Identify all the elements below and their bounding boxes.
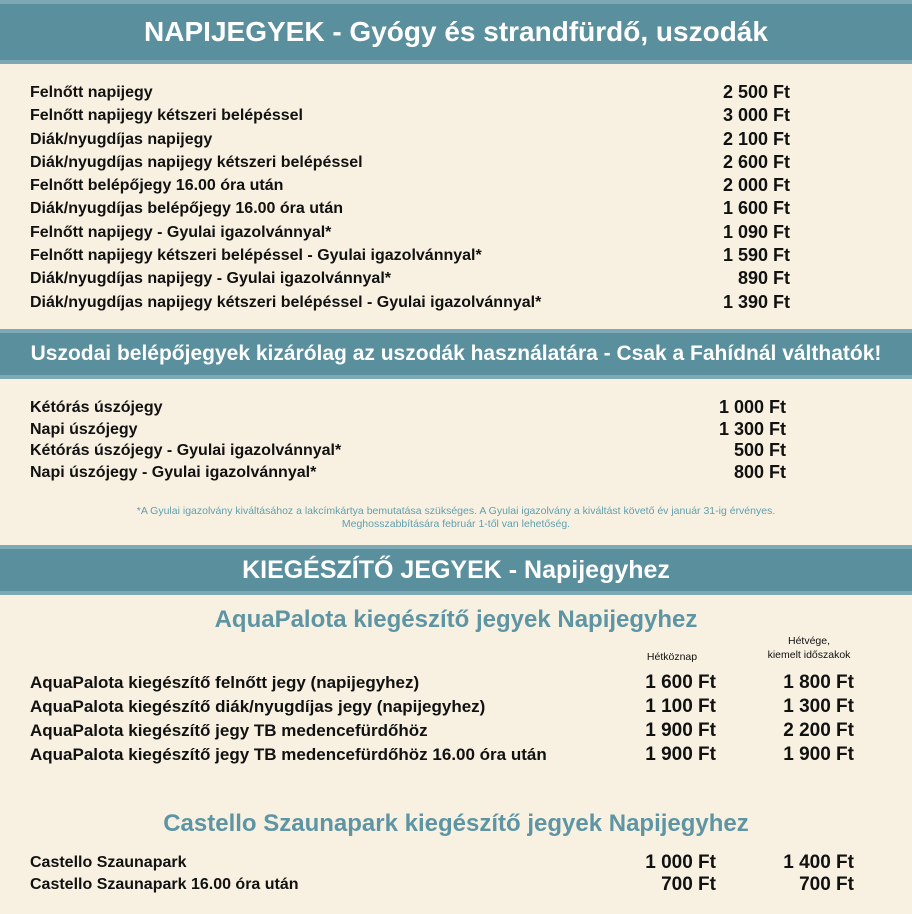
ticket-label: AquaPalota kiegészítő diák/nyugdíjas jegy (napijegyhez) xyxy=(30,697,486,716)
aquapalota-price-list xyxy=(0,671,912,767)
footnote-line-1: *A Gyulai igazolvány kiváltásához a lakcímkártya bemutatása szükséges. A Gyulai igazolvány a kiváltást követő év január 31-ig érvényes. xyxy=(136,505,776,517)
ticket-label: Felnőtt napijegy kétszeri belépéssel xyxy=(30,107,303,125)
price-row xyxy=(0,104,912,127)
ticket-label: Castello Szaunapark xyxy=(30,854,187,871)
ticket-price: 1 390 Ft xyxy=(722,291,790,312)
ticket-price: 1 600 Ft xyxy=(722,198,790,219)
ticket-price: 1 590 Ft xyxy=(722,245,790,266)
weekday-price: 1 900 Ft xyxy=(645,744,716,765)
price-row xyxy=(0,461,912,483)
weekend-price: 1 400 Ft xyxy=(783,852,854,873)
weekend-price: 1 800 Ft xyxy=(783,672,854,693)
price-row xyxy=(0,396,912,418)
ticket-label: Napi úszójegy - Gyulai igazolvánnyal* xyxy=(30,463,317,481)
section-header-uszoda xyxy=(0,329,912,379)
ticket-label: Diák/nyugdíjas belépőjegy 16.00 óra után xyxy=(30,200,343,218)
section-header-kiegeszito xyxy=(0,545,912,595)
weekday-price: 1 900 Ft xyxy=(645,720,716,741)
price-row xyxy=(0,128,912,151)
weekday-price: 700 Ft xyxy=(661,874,716,895)
column-header-weekday: Hétköznap xyxy=(646,651,698,663)
castello-title: Castello Szaunapark kiegészítő jegyek Napijegyhez xyxy=(163,810,749,837)
ticket-price: 3 000 Ft xyxy=(722,105,790,126)
price-row xyxy=(0,719,912,743)
price-row xyxy=(0,174,912,197)
ticket-label: Felnőtt belépőjegy 16.00 óra után xyxy=(30,177,284,195)
ticket-price: 2 600 Ft xyxy=(722,151,790,172)
napijegy-price-list xyxy=(0,81,912,314)
price-row xyxy=(0,267,912,290)
price-row xyxy=(0,221,912,244)
ticket-price: 890 Ft xyxy=(737,268,790,289)
price-row xyxy=(0,244,912,267)
weekday-price: 1 600 Ft xyxy=(645,672,716,693)
ticket-label: Kétórás úszójegy xyxy=(30,399,163,416)
ticket-price: 1 090 Ft xyxy=(722,221,790,242)
price-row xyxy=(0,81,912,104)
price-row xyxy=(0,874,912,896)
ticket-label: Diák/nyugdíjas napijegy - Gyulai igazolvánnyal* xyxy=(30,270,391,288)
ticket-label: Felnőtt napijegy - Gyulai igazolvánnyal* xyxy=(30,223,332,241)
price-row xyxy=(0,151,912,174)
ticket-price: 2 500 Ft xyxy=(722,82,790,102)
weekend-price: 1 900 Ft xyxy=(783,744,854,765)
ticket-label: AquaPalota kiegészítő felnőtt jegy (napijegyhez) xyxy=(30,673,420,692)
footnote-line-2: Meghosszabbítására február 1-től van lehetőség. xyxy=(341,518,571,530)
ticket-label: Napi úszójegy xyxy=(30,420,138,438)
weekday-price: 1 100 Ft xyxy=(645,696,716,717)
weekend-price: 2 200 Ft xyxy=(783,720,854,741)
ticket-label: Felnőtt napijegy kétszeri belépéssel - Gyulai igazolvánnyal* xyxy=(30,247,482,265)
column-header-weekend-sub: kiemelt időszakok xyxy=(767,649,851,661)
price-row xyxy=(0,197,912,220)
ticket-label: AquaPalota kiegészítő jegy TB medencefürdőhöz 16.00 óra után xyxy=(30,745,547,764)
ticket-label: Diák/nyugdíjas napijegy xyxy=(30,130,213,148)
ticket-label: AquaPalota kiegészítő jegy TB medencefürdőhöz xyxy=(30,721,428,740)
price-row xyxy=(0,418,912,440)
uszoda-price-list xyxy=(0,396,912,482)
aquapalota-title: AquaPalota kiegészítő jegyek Napijegyhez xyxy=(214,606,698,633)
price-row xyxy=(0,671,912,695)
castello-price-list xyxy=(0,852,912,896)
ticket-price: 500 Ft xyxy=(733,440,786,460)
ticket-label: Castello Szaunapark 16.00 óra után xyxy=(30,876,299,893)
ticket-price: 1 000 Ft xyxy=(718,397,786,417)
section-header-napijegyek xyxy=(0,0,912,64)
weekend-price: 700 Ft xyxy=(799,874,854,895)
price-row xyxy=(0,439,912,461)
price-row xyxy=(0,743,912,767)
ticket-label: Diák/nyugdíjas napijegy kétszeri belépéssel - Gyulai igazolvánnyal* xyxy=(30,293,542,311)
ticket-price: 1 300 Ft xyxy=(718,418,786,439)
ticket-price: 2 100 Ft xyxy=(722,128,790,149)
column-header-weekend: Hétvége, xyxy=(787,635,831,647)
ticket-label: Diák/nyugdíjas napijegy kétszeri belépéssel xyxy=(30,153,363,171)
price-row xyxy=(0,852,912,874)
price-row xyxy=(0,695,912,719)
ticket-label: Kétórás úszójegy - Gyulai igazolvánnyal* xyxy=(30,442,342,459)
section-title: KIEGÉSZÍTŐ JEGYEK - Napijegyhez xyxy=(242,555,670,584)
weekday-price: 1 000 Ft xyxy=(645,852,716,873)
section-title: Uszodai belépőjegyek kizárólag az uszodák használatára - Csak a Fahídnál válthatók! xyxy=(30,342,882,365)
weekend-price: 1 300 Ft xyxy=(783,696,854,717)
ticket-label: Felnőtt napijegy xyxy=(30,84,153,101)
ticket-price: 2 000 Ft xyxy=(722,175,790,196)
section-title: NAPIJEGYEK - Gyógy és strandfürdő, uszodák xyxy=(144,16,768,47)
price-row xyxy=(0,291,912,314)
ticket-price: 800 Ft xyxy=(733,461,786,482)
